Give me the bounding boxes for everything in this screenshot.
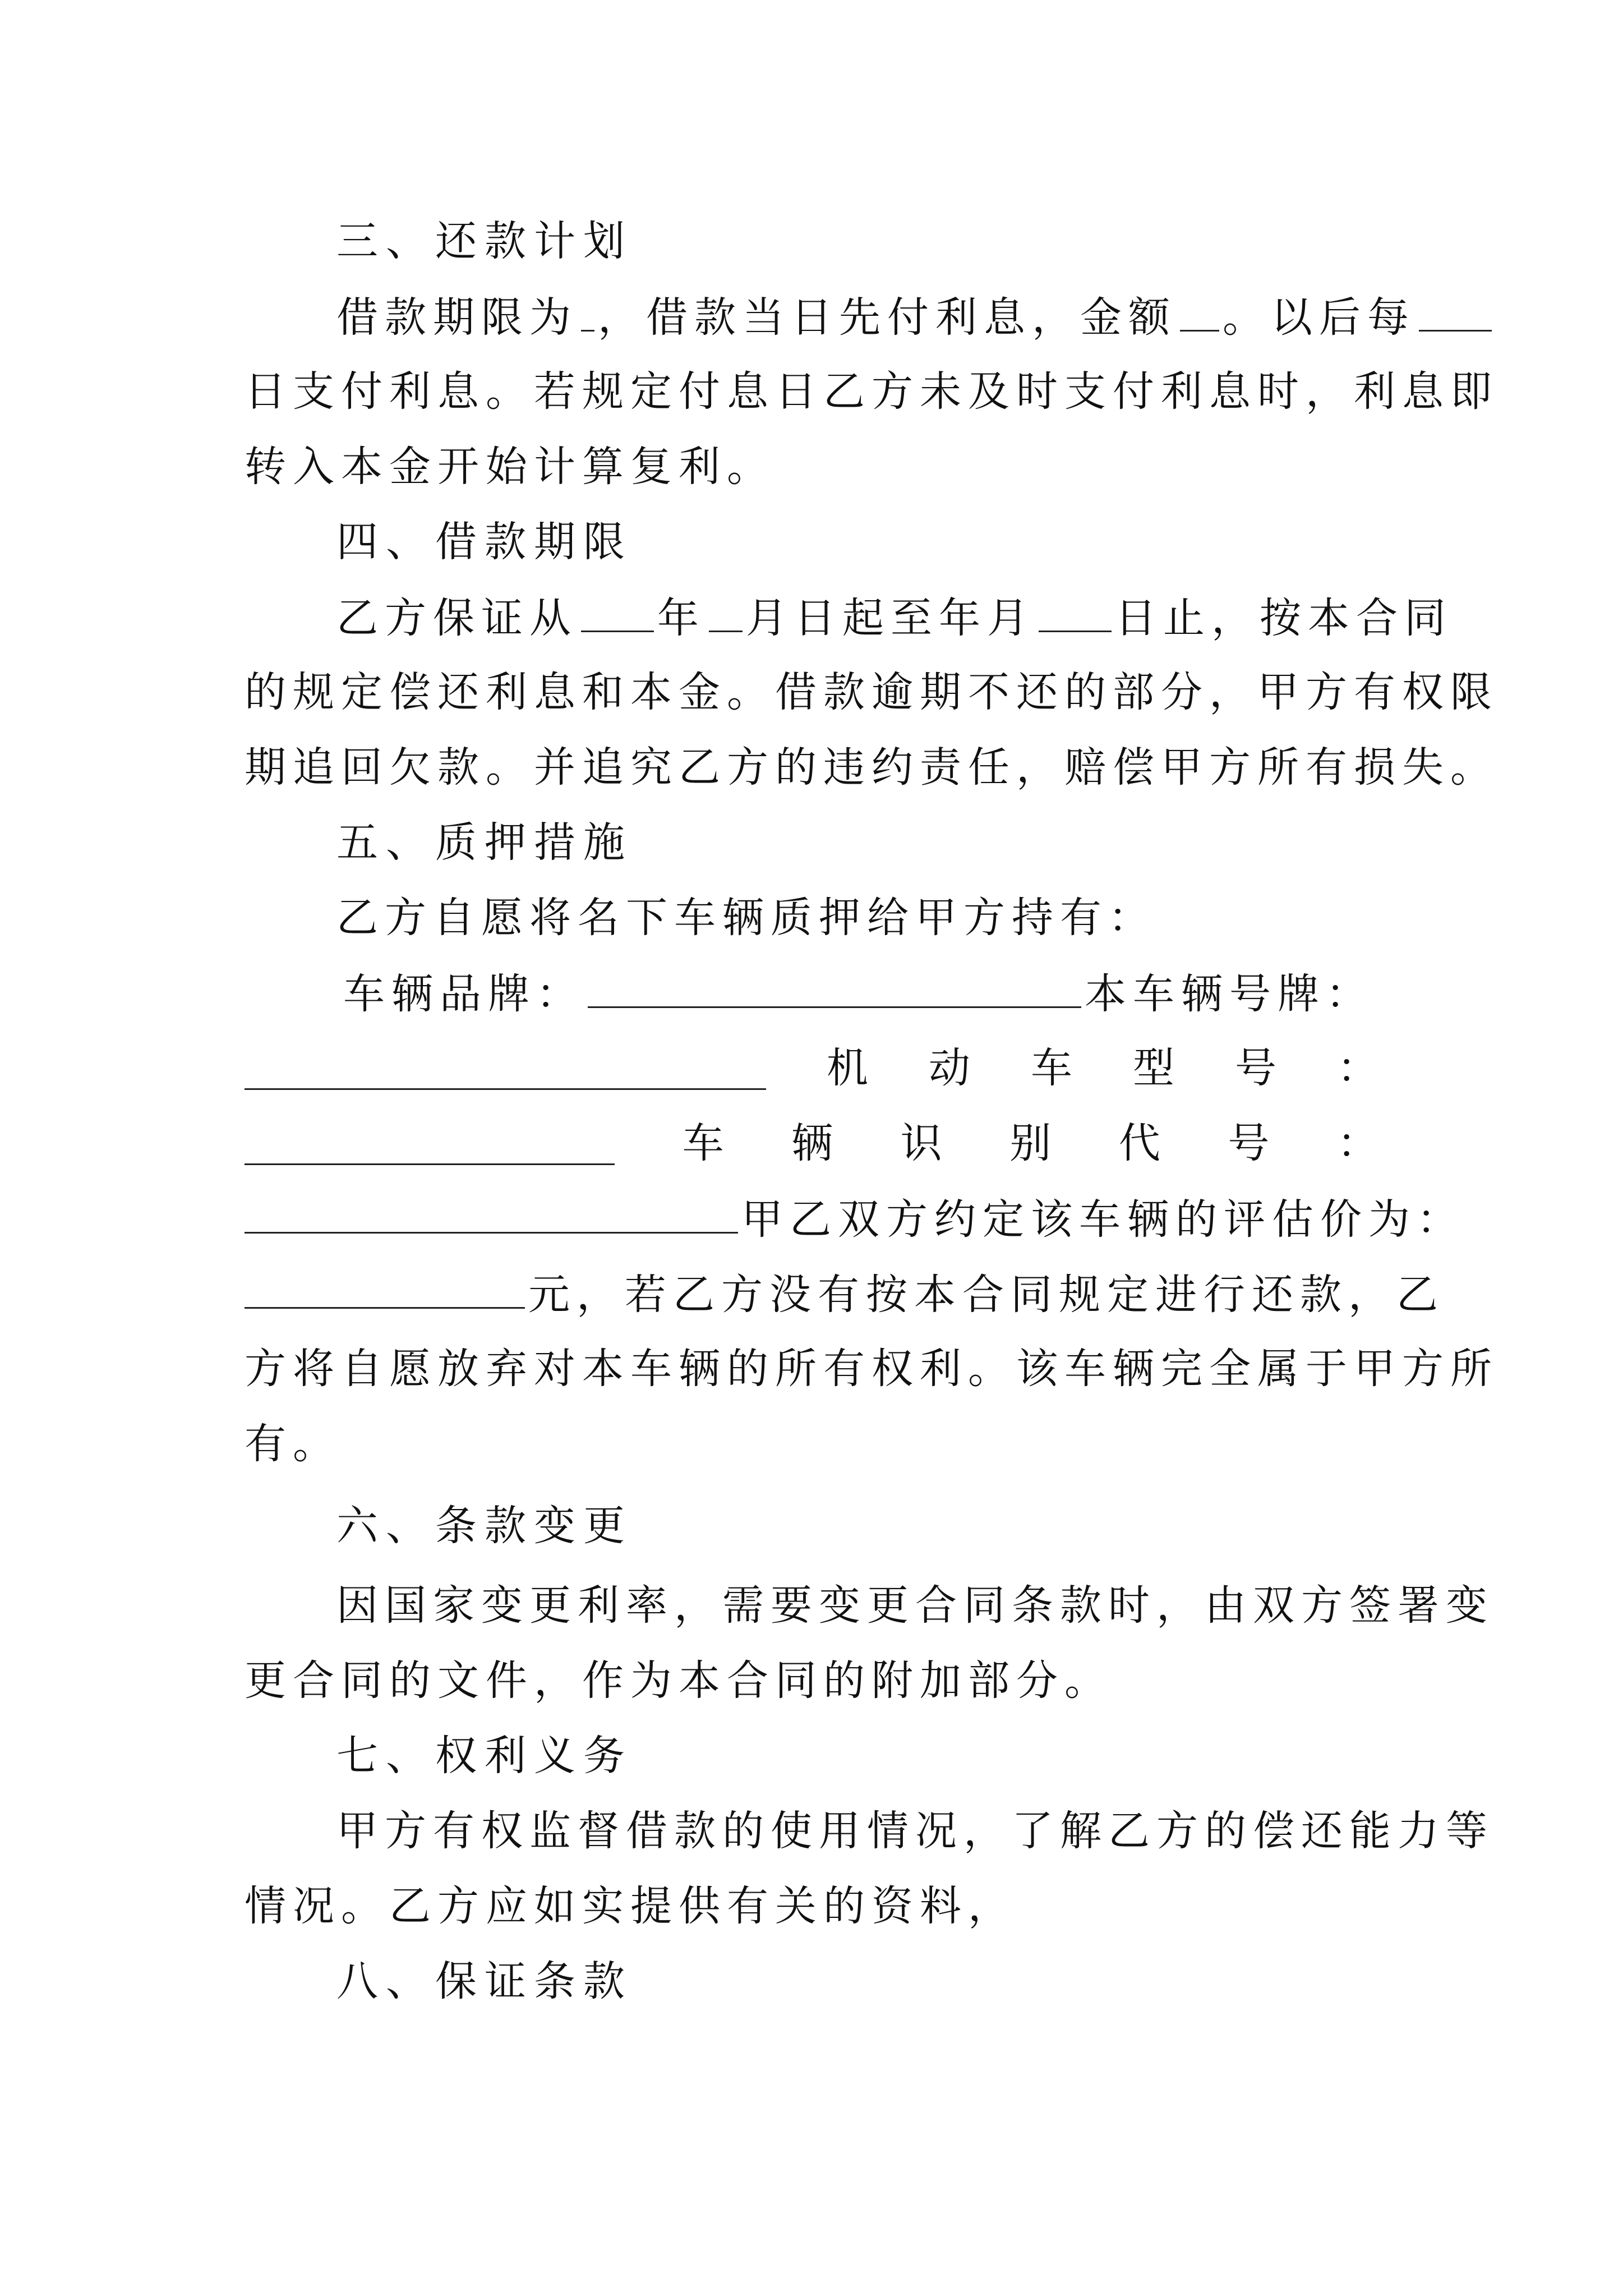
text-fragment: 更合同的文件，作为本合同的附加部分。 bbox=[245, 1657, 1113, 1705]
section-7-line-2 bbox=[245, 1878, 1378, 1934]
section-7-heading bbox=[336, 1728, 1378, 1784]
text-fragment: 日支付利息。若规定付息日乙方未及时支付利息时，利息即 bbox=[245, 367, 1498, 416]
section-3-heading bbox=[336, 213, 1378, 269]
text-fragment: 甲乙双方约定该车辆的评估价为： bbox=[741, 1195, 1465, 1244]
vehicle-valuation-amount-line bbox=[245, 1266, 1445, 1322]
justified-char: 代 bbox=[1118, 1119, 1160, 1167]
text-fragment: 方将自愿放弃对本车辆的所有权利。该车辆完全属于甲方所 bbox=[245, 1345, 1498, 1393]
section-6-heading bbox=[336, 1498, 1378, 1554]
section-7-line-1 bbox=[336, 1803, 1494, 1859]
justified-char: ： bbox=[1336, 1119, 1378, 1167]
section-5-title: 五、质押措施 bbox=[336, 818, 633, 867]
section-6-line-1 bbox=[336, 1577, 1494, 1634]
text-fragment: 。以后每 bbox=[1223, 293, 1415, 342]
justified-char: 号 bbox=[1235, 1044, 1276, 1092]
section-4-paragraph-line-1 bbox=[336, 589, 1453, 645]
text-fragment: 借款期限为 bbox=[336, 293, 578, 342]
valuation-amount-blank bbox=[245, 1266, 525, 1309]
vehicle-plate-blank bbox=[245, 1047, 766, 1090]
vehicle-model-line bbox=[245, 1040, 1378, 1096]
justified-char: 动 bbox=[929, 1044, 970, 1092]
justified-char: 别 bbox=[1009, 1119, 1052, 1167]
text-fragment: 情况。乙方应如实提供有关的资料， bbox=[245, 1882, 1016, 1930]
text-fragment: 乙方保证从 bbox=[336, 594, 578, 642]
justified-char: 型 bbox=[1133, 1044, 1174, 1092]
section-4-title: 四、借款期限 bbox=[336, 518, 633, 566]
text-fragment: 月日起至年月 bbox=[746, 594, 1035, 642]
justified-char: ： bbox=[1337, 1044, 1378, 1092]
vehicle-model-blank bbox=[245, 1122, 615, 1165]
section-7-title: 七、权利义务 bbox=[336, 1732, 633, 1780]
section-6-line-2 bbox=[245, 1653, 1378, 1709]
section-5-end-line bbox=[245, 1416, 1378, 1472]
section-4-heading bbox=[336, 514, 1378, 570]
text-fragment: 有。 bbox=[245, 1420, 341, 1468]
section-5-heading bbox=[336, 815, 1378, 871]
blank-line bbox=[1419, 288, 1492, 332]
justified-char: 辆 bbox=[791, 1119, 833, 1167]
vehicle-valuation-line bbox=[245, 1190, 1465, 1246]
vehicle-vin-blank bbox=[245, 1190, 738, 1234]
justified-char: 识 bbox=[900, 1119, 942, 1167]
blank-line bbox=[1180, 288, 1219, 332]
section-5-intro bbox=[336, 890, 1378, 946]
section-5-rights-line bbox=[245, 1341, 1498, 1397]
vehicle-plate-label: 本车辆号牌： bbox=[1085, 970, 1374, 1018]
section-3-paragraph-line-2 bbox=[245, 364, 1498, 420]
section-4-paragraph-line-2 bbox=[245, 664, 1498, 720]
justified-char: 机 bbox=[827, 1044, 868, 1092]
blank-line bbox=[581, 589, 654, 632]
justified-char: 车 bbox=[1031, 1044, 1072, 1092]
text-fragment: 元，若乙方没有按本合同规定进行还款，乙 bbox=[528, 1271, 1445, 1319]
text-fragment: 的规定偿还利息和本金。借款逾期不还的部分，甲方有权限 bbox=[245, 668, 1498, 716]
text-fragment: 年 bbox=[657, 594, 706, 642]
blank-line bbox=[709, 589, 743, 632]
justified-char: 车 bbox=[682, 1119, 724, 1167]
text-fragment: ，借款当日先付利息，金额 bbox=[598, 293, 1177, 342]
vehicle-brand-label: 车辆品牌： bbox=[343, 970, 584, 1018]
text-fragment: 乙方自愿将名下车辆质押给甲方持有： bbox=[336, 894, 1156, 942]
text-fragment: 期追回欠款。并追究乙方的违约责任，赔偿甲方所有损失。 bbox=[245, 743, 1498, 792]
vehicle-brand-blank bbox=[588, 965, 1081, 1008]
vehicle-brand-line bbox=[343, 965, 1385, 1021]
section-8-heading bbox=[336, 1953, 1378, 2009]
text-fragment: 因国家变更利率，需要变更合同条款时，由双方签署变 bbox=[336, 1581, 1494, 1630]
blank-line bbox=[581, 288, 594, 332]
section-6-title: 六、条款变更 bbox=[336, 1502, 633, 1550]
section-3-paragraph-line-1 bbox=[336, 288, 1415, 344]
blank-line bbox=[1039, 589, 1112, 632]
section-3-title: 三、还款计划 bbox=[336, 217, 633, 265]
section-4-paragraph-line-3 bbox=[245, 739, 1498, 795]
vehicle-vin-line bbox=[245, 1115, 1378, 1171]
text-fragment: 转入本金开始计算复利。 bbox=[245, 443, 775, 491]
section-3-paragraph-line-3 bbox=[245, 439, 1378, 495]
justified-char: 号 bbox=[1228, 1119, 1270, 1167]
text-fragment: 日止，按本合同 bbox=[1115, 594, 1453, 642]
text-fragment: 甲方有权监督借款的使用情况，了解乙方的偿还能力等 bbox=[336, 1807, 1494, 1855]
section-8-title: 八、保证条款 bbox=[336, 1957, 633, 2005]
